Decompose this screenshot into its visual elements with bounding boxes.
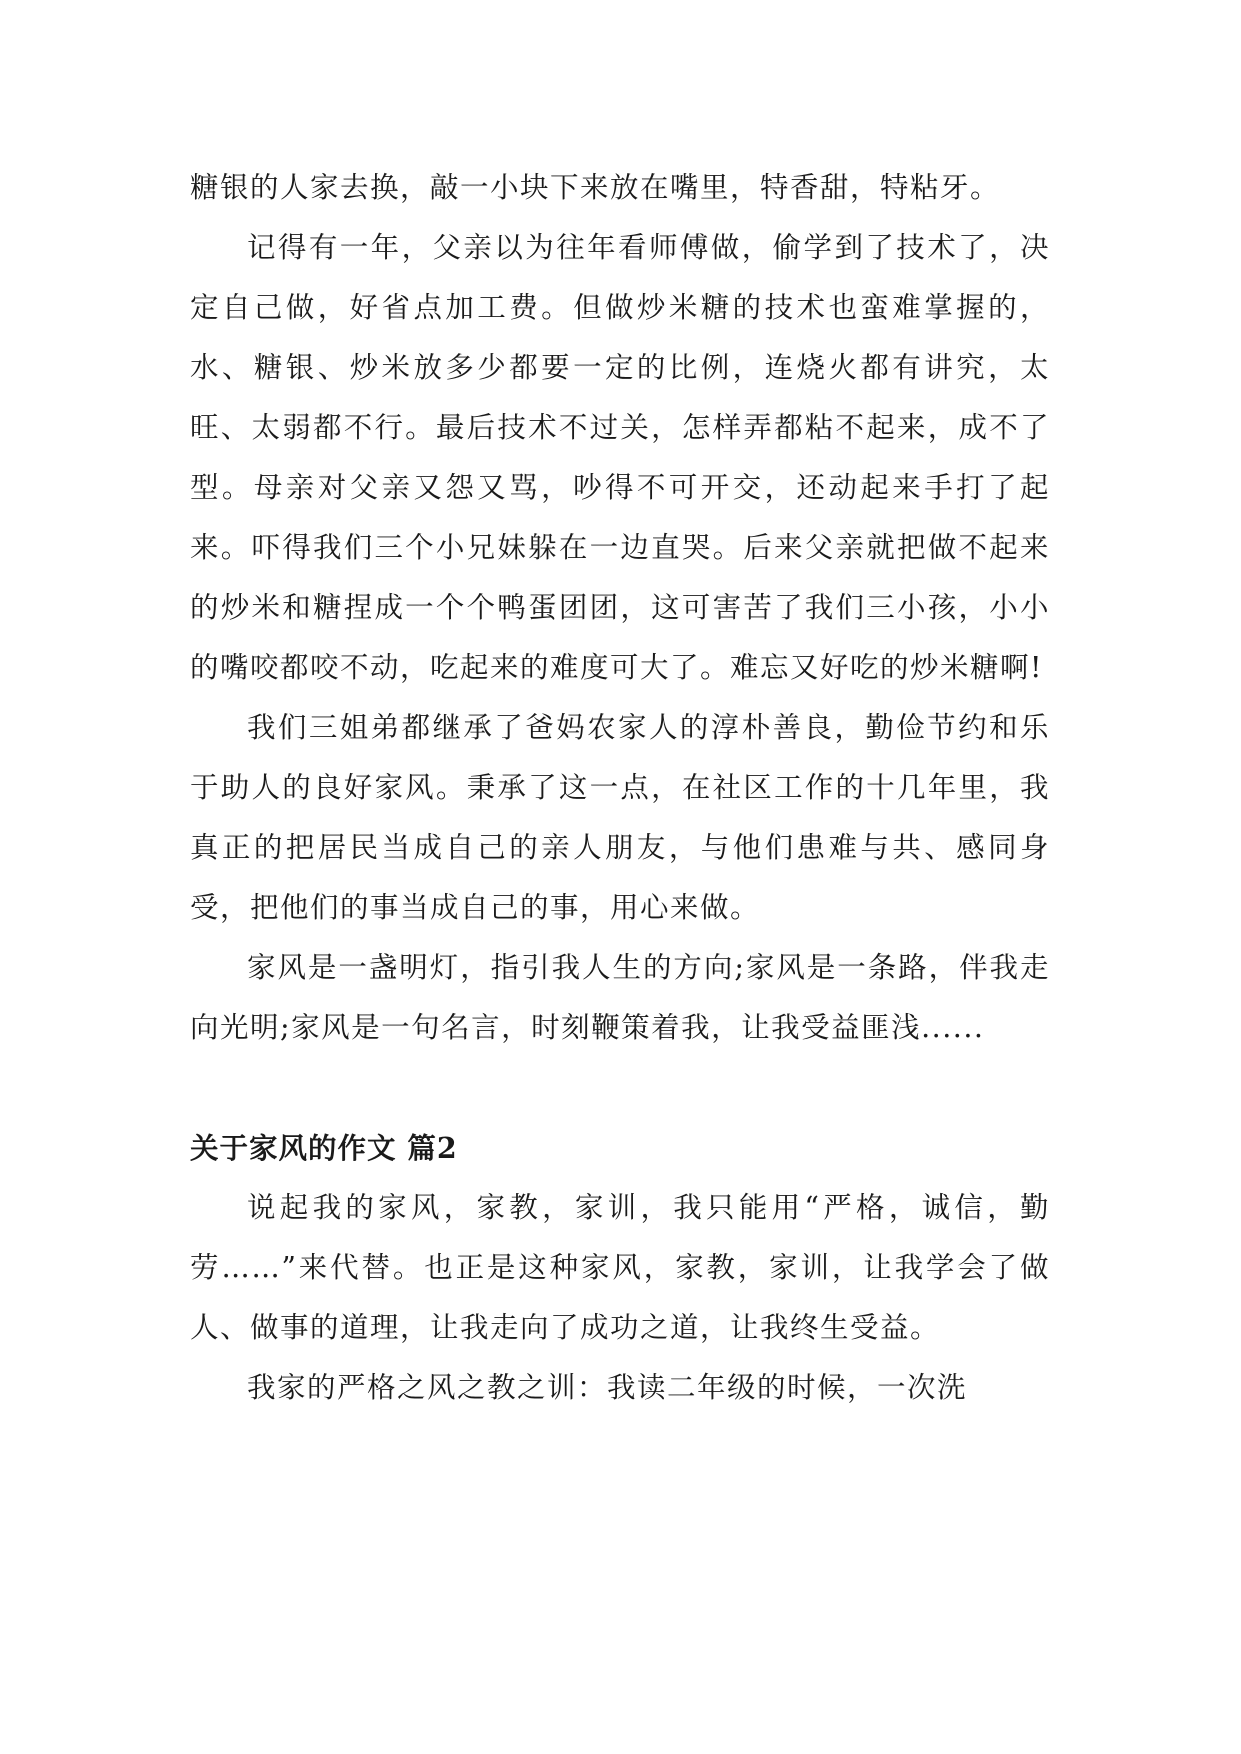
paragraph-memory: 记得有一年，父亲以为往年看师傅做，偷学到了技术了，决定自己做，好省点加工费。但做炒米糖的技术也蛮难掌握的，水、糖银、炒米放多少都要一定的比例，连烧火都有讲究，太旺、太弱都不行。最后技术不过关，怎样弄都粘不起来，成不了型。母亲对父亲又怨又骂，吵得不可开交，还动起来手打了起来。吓得我们三个小兄妹躲在一边直哭。后来父亲就把做不起来的炒米和糖捏成一个个鸭蛋团团，这可害苦了我们三小孩，小小的嘴咬都咬不动，吃起来的难度可大了。难忘又好吃的炒米糖啊! xyxy=(190,231,1050,684)
paragraph-conclusion: 家风是一盏明灯，指引我人生的方向;家风是一条路，伴我走向光明;家风是一句名言，时刻鞭策着我，让我受益匪浅...... xyxy=(190,951,1050,1044)
document-body xyxy=(190,158,1050,1418)
paragraph-intro: 说起我的家风，家教，家训，我只能用“严格，诚信，勤劳……”来代替。也正是这种家风，家教，家训，让我学会了做人、做事的道理，让我走向了成功之道，让我终生受益。 xyxy=(190,1191,1050,1344)
section-heading: 关于家风的作文 篇2 xyxy=(190,1131,458,1165)
paragraph-strict-style: 我家的严格之风之教之训：我读二年级的时候，一次洗 xyxy=(247,1371,968,1404)
paragraph-inheritance: 我们三姐弟都继承了爸妈农家人的淳朴善良，勤俭节约和乐于助人的良好家风。秉承了这一点，在社区工作的十几年里，我真正的把居民当成自己的亲人朋友，与他们患难与共、感同身受，把他们的事当成自己的事，用心来做。 xyxy=(190,711,1050,924)
paragraph-continuation: 糖银的人家去换，敲一小块下来放在嘴里，特香甜，特粘牙。 xyxy=(190,171,1001,204)
